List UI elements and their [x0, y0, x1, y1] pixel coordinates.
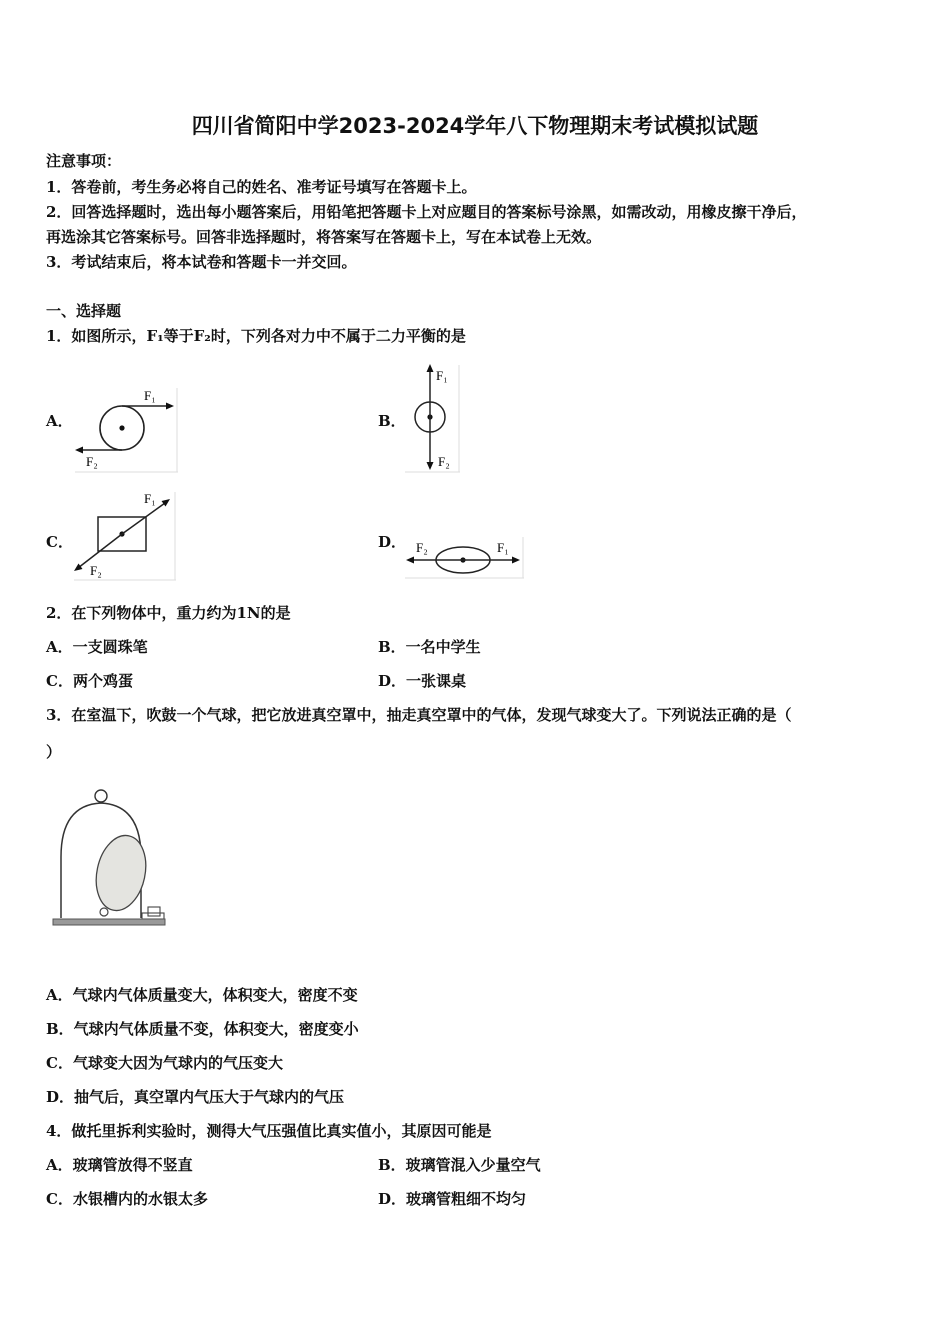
section-heading: 一、选择题 — [46, 302, 122, 320]
q2-stem: 2．在下列物体中，重力约为1N的是 — [46, 604, 291, 622]
balloon — [90, 831, 153, 915]
q2-option-a: A．一支圆珠笔 — [46, 638, 148, 656]
f1-label: F₁ — [144, 388, 156, 403]
f1-label: F₁ — [144, 491, 156, 506]
notice-heading: 注意事项： — [46, 152, 122, 170]
q3-stem-end: ） — [46, 743, 62, 761]
pump-valve — [148, 907, 160, 916]
q3-option-a: A．气球内气体质量变大，体积变大，密度不变 — [46, 986, 358, 1004]
notice-item-1: 1．答卷前，考生务必将自己的姓名、准考证号填写在答题卡上。 — [46, 178, 477, 196]
q3-stem: 3．在室温下，吹鼓一个气球，把它放进真空罩中，抽走真空罩中的气体，发现气球变大了。下列说法正确的是（ — [46, 706, 792, 724]
f1-label: F₁ — [497, 540, 509, 555]
q3-option-d: D．抽气后，真空罩内气压大于气球内的气压 — [46, 1088, 345, 1106]
bell-jar-ring — [95, 790, 107, 802]
f1-arrow — [122, 503, 165, 534]
q4-stem: 4．做托里拆利实验时，测得大气压强值比真实值小，其原因可能是 — [46, 1122, 492, 1140]
q1-stem: 1．如图所示，F₁等于F₂时，下列各对力中不属于二力平衡的是 — [46, 327, 466, 345]
jar-base-plate — [53, 919, 165, 925]
figure-b-vertical — [402, 360, 462, 475]
notice-item-2: 2．回答选择题时，选出每小题答案后，用铅笔把答题卡上对应题目的答案标号涂黑，如需改动，用橡皮擦干净后， — [46, 203, 807, 221]
figure-d-horizontal — [402, 533, 527, 581]
f2-label: F₂ — [86, 454, 98, 469]
q4-option-a: A．玻璃管放得不竖直 — [46, 1156, 193, 1174]
q2-option-b: B．一名中学生 — [378, 638, 481, 656]
q4-option-b: B．玻璃管混入少量空气 — [378, 1156, 541, 1174]
q4-option-d: D．玻璃管粗细不均匀 — [378, 1190, 527, 1208]
q1-option-d: D． — [378, 533, 407, 551]
f2-label: F₂ — [438, 454, 450, 469]
notice-item-3: 3．考试结束后，将本试卷和答题卡一并交回。 — [46, 253, 357, 271]
page-title: 四川省简阳中学2023-2024学年八下物理期末考试模拟试题 — [191, 114, 759, 138]
figure-c-diagonal — [70, 488, 180, 583]
f1-label: F₁ — [436, 368, 448, 383]
figure-a-pulley — [70, 383, 180, 475]
f2-label: F₂ — [416, 540, 428, 555]
q1-option-c: C． — [46, 533, 73, 551]
pulley-center-dot — [119, 425, 124, 430]
q3-option-c: C．气球变大因为气球内的气压变大 — [46, 1054, 283, 1072]
q1-option-b: B． — [378, 412, 406, 430]
q3-option-b: B．气球内气体质量不变，体积变大，密度变小 — [46, 1020, 359, 1038]
q2-option-c: C．两个鸡蛋 — [46, 672, 133, 690]
balloon-knot — [100, 908, 108, 916]
q4-option-c: C．水银槽内的水银太多 — [46, 1190, 208, 1208]
notice-item-2-cont: 再选涂其它答案标号。回答非选择题时，将答案写在答题卡上，写在本试卷上无效。 — [46, 228, 602, 246]
q1-option-a: A． — [46, 412, 73, 430]
figure-bell-jar — [48, 785, 178, 930]
f2-label: F₂ — [90, 563, 102, 578]
q2-option-d: D．一张课桌 — [378, 672, 467, 690]
